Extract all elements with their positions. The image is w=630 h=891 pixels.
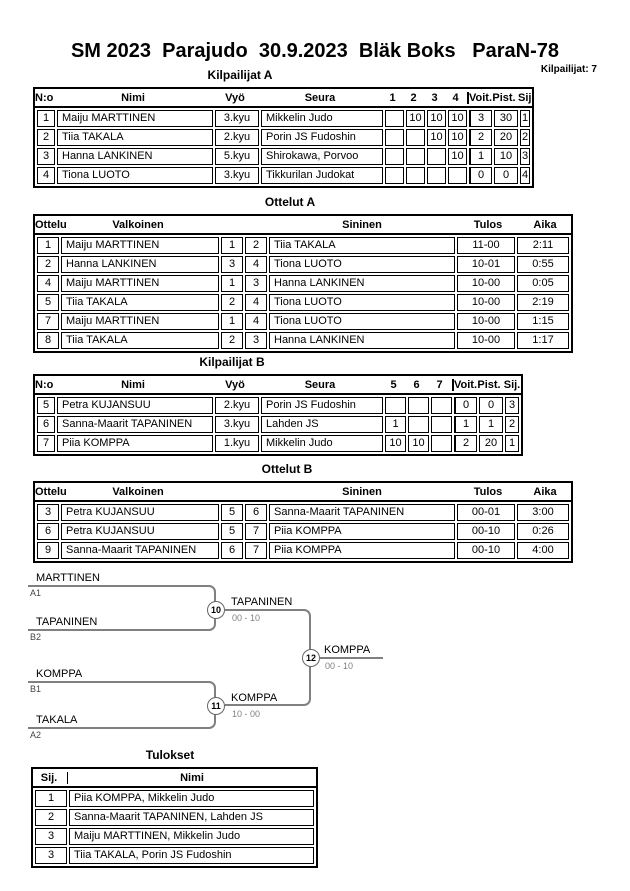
- competitor-belt: 3.kyu: [215, 416, 259, 433]
- bracket-entry-name: KOMPPA: [36, 668, 83, 680]
- wins-cell: 0: [454, 397, 477, 414]
- place-cell: 1: [505, 435, 519, 452]
- result-cell: [408, 397, 429, 414]
- competitor-club: Shirokawa, Porvoo: [261, 148, 383, 165]
- white-name: Maiju MARTTINEN: [61, 237, 219, 254]
- bracket-champion-name: KOMPPA: [324, 644, 371, 656]
- col-header-score: Tulos: [473, 485, 503, 498]
- match-time: 0:05: [517, 275, 569, 292]
- match-time: 3:00: [517, 504, 569, 521]
- table-row: [37, 416, 519, 433]
- match-score: 10-00: [457, 294, 515, 311]
- col-header-belt: Vyö: [225, 378, 245, 391]
- result-cell: [385, 167, 404, 184]
- match-time: 2:11: [517, 237, 569, 254]
- col-header-blue: Sininen: [342, 485, 382, 498]
- result-cell: [427, 148, 446, 165]
- match-score: 10-00: [457, 332, 515, 349]
- blue-no: 4: [245, 256, 267, 273]
- matches-b-table: [33, 481, 573, 563]
- wins-cell: 1: [454, 416, 477, 433]
- competitor-no: 5: [37, 397, 55, 414]
- result-place: 1: [35, 790, 67, 807]
- competitor-belt: 3.kyu: [215, 167, 259, 184]
- match-number-badge: 12: [302, 649, 320, 667]
- competitors-b-table: [33, 374, 523, 456]
- col-header-6: 6: [413, 378, 420, 391]
- match-time: 1:17: [517, 332, 569, 349]
- col-header-4: 4: [452, 91, 459, 104]
- white-name: Petra KUJANSUU: [61, 504, 219, 521]
- match-no: 7: [37, 313, 59, 330]
- bracket-winner-name: TAPANINEN: [231, 596, 293, 608]
- col-header-points: Pist.: [477, 378, 501, 391]
- white-name: Sanna-Maarit TAPANINEN: [61, 542, 219, 559]
- table-row: [37, 332, 569, 349]
- result-cell: [385, 397, 406, 414]
- col-header-place: Sij.: [503, 378, 521, 391]
- table-row: [37, 313, 569, 330]
- place-cell: 2: [505, 416, 519, 433]
- match-score: 11-00: [457, 237, 515, 254]
- blue-name: Tiia TAKALA: [269, 237, 455, 254]
- blue-name: Tiona LUOTO: [269, 256, 455, 273]
- table-row: [37, 110, 530, 127]
- white-name: Tiia TAKALA: [61, 332, 219, 349]
- match-score: 10-00: [457, 313, 515, 330]
- competitor-club: Mikkelin Judo: [261, 435, 383, 452]
- white-name: Maiju MARTTINEN: [61, 313, 219, 330]
- match-no: 6: [37, 523, 59, 540]
- result-cell: [406, 148, 425, 165]
- result-cell: [406, 167, 425, 184]
- result-cell: [385, 110, 404, 127]
- result-name: Tiia TAKALA, Porin JS Fudoshin: [69, 847, 314, 864]
- points-cell: 20: [479, 435, 503, 452]
- match-no: 9: [37, 542, 59, 559]
- section-title-results: Tulokset: [145, 748, 195, 762]
- competitor-no: 3: [37, 148, 55, 165]
- matches-b-body: [35, 502, 571, 561]
- blue-name: Tiona LUOTO: [269, 313, 455, 330]
- bracket-entry-name: TAKALA: [36, 714, 78, 726]
- results-table: [31, 767, 318, 868]
- match-score: 00-10: [457, 523, 515, 540]
- result-cell: 10: [408, 435, 429, 452]
- table-row: [37, 397, 519, 414]
- blue-no: 6: [245, 504, 267, 521]
- blue-no: 4: [245, 313, 267, 330]
- white-no: 2: [221, 332, 243, 349]
- result-place: 3: [35, 847, 67, 864]
- points-cell: 0: [494, 167, 518, 184]
- col-header-no: N:o: [35, 378, 54, 391]
- place-cell: 4: [520, 167, 530, 184]
- match-no: 1: [37, 237, 59, 254]
- result-place: 3: [35, 828, 67, 845]
- col-header-belt: Vyö: [225, 91, 245, 104]
- results-header: [33, 769, 316, 788]
- page-title: SM 2023 Parajudo 30.9.2023 Bläk Boks ParaN-78: [70, 40, 560, 62]
- competitor-name: Tiona LUOTO: [57, 167, 213, 184]
- matches-a-header: [35, 216, 571, 235]
- match-no: 8: [37, 332, 59, 349]
- competitor-club: Mikkelin Judo: [261, 110, 383, 127]
- result-cell: 1: [385, 416, 406, 433]
- result-cell: 10: [448, 148, 467, 165]
- col-header-name: Nimi: [121, 378, 145, 391]
- competitors-b-body: [35, 395, 521, 454]
- competitor-name: Tiia TAKALA: [57, 129, 213, 146]
- blue-no: 7: [245, 523, 267, 540]
- col-header-blue: Sininen: [342, 218, 382, 231]
- competitor-no: 1: [37, 110, 55, 127]
- white-no: 1: [221, 275, 243, 292]
- blue-name: Piia KOMPPA: [269, 542, 455, 559]
- blue-name: Hanna LANKINEN: [269, 275, 455, 292]
- table-row: [35, 828, 314, 845]
- blue-no: 2: [245, 237, 267, 254]
- table-row: [37, 275, 569, 292]
- match-no: 3: [37, 504, 59, 521]
- matches-a-body: [35, 235, 571, 351]
- blue-name: Tiona LUOTO: [269, 294, 455, 311]
- points-cell: 0: [479, 397, 503, 414]
- competitor-belt: 5.kyu: [215, 148, 259, 165]
- match-time: 1:15: [517, 313, 569, 330]
- col-header-match: Ottelu: [35, 485, 67, 498]
- white-name: Hanna LANKINEN: [61, 256, 219, 273]
- col-header-1: 1: [389, 91, 396, 104]
- white-no: 2: [221, 294, 243, 311]
- competitor-club: Porin JS Fudoshin: [261, 129, 383, 146]
- competitor-name: Piia KOMPPA: [57, 435, 213, 452]
- place-cell: 3: [520, 148, 530, 165]
- col-header-name: Nimi: [121, 91, 145, 104]
- result-name: Piia KOMPPA, Mikkelin Judo: [69, 790, 314, 807]
- competitor-belt: 1.kyu: [215, 435, 259, 452]
- result-name: Maiju MARTTINEN, Mikkelin Judo: [69, 828, 314, 845]
- place-cell: 1: [520, 110, 530, 127]
- col-header-3: 3: [431, 91, 438, 104]
- col-header-7: 7: [436, 378, 443, 391]
- table-row: [35, 809, 314, 826]
- bracket-entry-name: MARTTINEN: [36, 572, 100, 584]
- result-cell: [385, 148, 404, 165]
- table-row: [37, 523, 569, 540]
- col-header-wins: Voit.: [469, 91, 493, 104]
- white-no: 1: [221, 237, 243, 254]
- place-cell: 3: [505, 397, 519, 414]
- section-title-competitors-a: Kilpailijat A: [207, 68, 273, 82]
- col-header-club: Seura: [304, 91, 336, 104]
- result-place: 2: [35, 809, 67, 826]
- bracket-match-score: 00 - 10: [325, 661, 354, 671]
- result-cell: 10: [406, 110, 425, 127]
- result-cell: [406, 129, 425, 146]
- result-cell: [427, 167, 446, 184]
- table-row: [37, 167, 530, 184]
- bracket-match-score: 10 - 00: [232, 709, 261, 719]
- result-cell: [431, 397, 452, 414]
- white-no: 5: [221, 504, 243, 521]
- col-header-no: N:o: [35, 91, 54, 104]
- match-score: 10-01: [457, 256, 515, 273]
- match-no: 5: [37, 294, 59, 311]
- competitor-name: Maiju MARTTINEN: [57, 110, 213, 127]
- result-cell: [431, 435, 452, 452]
- wins-cell: 3: [469, 110, 492, 127]
- blue-name: Piia KOMPPA: [269, 523, 455, 540]
- competitors-a-table: [33, 87, 534, 188]
- col-header-points: Pist.: [492, 91, 516, 104]
- competitor-no: 6: [37, 416, 55, 433]
- result-cell: [431, 416, 452, 433]
- competitors-a-body: [35, 108, 532, 186]
- match-no: 4: [37, 275, 59, 292]
- bracket-entry-name: TAPANINEN: [36, 616, 98, 628]
- col-header-club: Seura: [304, 378, 336, 391]
- table-row: [37, 435, 519, 452]
- white-no: 5: [221, 523, 243, 540]
- white-name: Maiju MARTTINEN: [61, 275, 219, 292]
- bracket-entry-seed: B1: [30, 684, 42, 694]
- competitor-club: Lahden JS: [261, 416, 383, 433]
- white-no: 3: [221, 256, 243, 273]
- match-no: 2: [37, 256, 59, 273]
- competitor-name: Sanna-Maarit TAPANINEN: [57, 416, 213, 433]
- competitors-a-header: [35, 89, 535, 108]
- wins-cell: 1: [469, 148, 492, 165]
- col-header-2: 2: [410, 91, 417, 104]
- bracket-entry-seed: A1: [30, 588, 42, 598]
- white-no: 6: [221, 542, 243, 559]
- section-title-competitors-b: Kilpailijat B: [199, 355, 265, 369]
- result-cell: [385, 129, 404, 146]
- result-cell: 10: [427, 129, 446, 146]
- table-row: [37, 504, 569, 521]
- table-row: [35, 847, 314, 864]
- wins-cell: 0: [469, 167, 492, 184]
- wins-cell: 2: [469, 129, 492, 146]
- section-title-matches-b: Ottelut B: [261, 462, 313, 476]
- match-score: 10-00: [457, 275, 515, 292]
- col-header-score: Tulos: [473, 218, 503, 231]
- col-header-time: Aika: [533, 218, 557, 231]
- white-name: Petra KUJANSUU: [61, 523, 219, 540]
- competitors-total-label: Kilpailijat: 7: [540, 64, 597, 75]
- competitor-club: Porin JS Fudoshin: [261, 397, 383, 414]
- competitor-belt: 2.kyu: [215, 397, 259, 414]
- col-header-time: Aika: [533, 485, 557, 498]
- points-cell: 10: [494, 148, 518, 165]
- match-score: 00-01: [457, 504, 515, 521]
- competitor-belt: 3.kyu: [215, 110, 259, 127]
- col-header-wins: Voit.: [454, 378, 478, 391]
- col-header-place: Sij.: [518, 91, 535, 104]
- points-cell: 20: [494, 129, 518, 146]
- result-cell: [448, 167, 467, 184]
- table-row: [37, 237, 569, 254]
- match-time: 0:26: [517, 523, 569, 540]
- bracket-match-score: 00 - 10: [232, 613, 261, 623]
- competitor-club: Tikkurilan Judokat: [261, 167, 383, 184]
- competitor-name: Petra KUJANSUU: [57, 397, 213, 414]
- table-row: [37, 256, 569, 273]
- col-header-white: Valkoinen: [112, 218, 164, 231]
- table-row: [37, 542, 569, 559]
- result-cell: 10: [448, 129, 467, 146]
- match-time: 4:00: [517, 542, 569, 559]
- competitor-no: 4: [37, 167, 55, 184]
- bracket-final-line: [320, 657, 383, 659]
- table-row: [37, 294, 569, 311]
- table-row: [37, 129, 530, 146]
- result-name: Sanna-Maarit TAPANINEN, Lahden JS: [69, 809, 314, 826]
- white-no: 1: [221, 313, 243, 330]
- match-time: 2:19: [517, 294, 569, 311]
- table-row: [35, 790, 314, 807]
- blue-no: 3: [245, 332, 267, 349]
- match-score: 00-10: [457, 542, 515, 559]
- result-cell: 10: [448, 110, 467, 127]
- competitor-no: 2: [37, 129, 55, 146]
- section-title-matches-a: Ottelut A: [264, 195, 316, 209]
- blue-no: 7: [245, 542, 267, 559]
- blue-no: 3: [245, 275, 267, 292]
- table-row: [37, 148, 530, 165]
- blue-name: Hanna LANKINEN: [269, 332, 455, 349]
- col-header-white: Valkoinen: [112, 485, 164, 498]
- competitor-belt: 2.kyu: [215, 129, 259, 146]
- competitors-b-header: [35, 376, 521, 395]
- bracket-entry-seed: A2: [30, 730, 42, 740]
- col-header-5: 5: [390, 378, 397, 391]
- col-header-match: Ottelu: [35, 218, 67, 231]
- wins-cell: 2: [454, 435, 477, 452]
- points-cell: 30: [494, 110, 518, 127]
- result-cell: 10: [427, 110, 446, 127]
- bracket-entry-seed: B2: [30, 632, 42, 642]
- bracket-winner-name: KOMPPA: [231, 692, 278, 704]
- result-cell: [408, 416, 429, 433]
- place-cell: 2: [520, 129, 530, 146]
- col-header-place: Sij.: [40, 771, 58, 784]
- blue-name: Sanna-Maarit TAPANINEN: [269, 504, 455, 521]
- competitor-name: Hanna LANKINEN: [57, 148, 213, 165]
- match-number-badge: 11: [207, 697, 225, 715]
- results-body: [33, 788, 316, 866]
- matches-b-header: [35, 483, 571, 502]
- blue-no: 4: [245, 294, 267, 311]
- col-header-name: Nimi: [67, 772, 316, 784]
- result-cell: 10: [385, 435, 406, 452]
- competitor-no: 7: [37, 435, 55, 452]
- match-number-badge: 10: [207, 601, 225, 619]
- match-time: 0:55: [517, 256, 569, 273]
- points-cell: 1: [479, 416, 503, 433]
- matches-a-table: [33, 214, 573, 353]
- white-name: Tiia TAKALA: [61, 294, 219, 311]
